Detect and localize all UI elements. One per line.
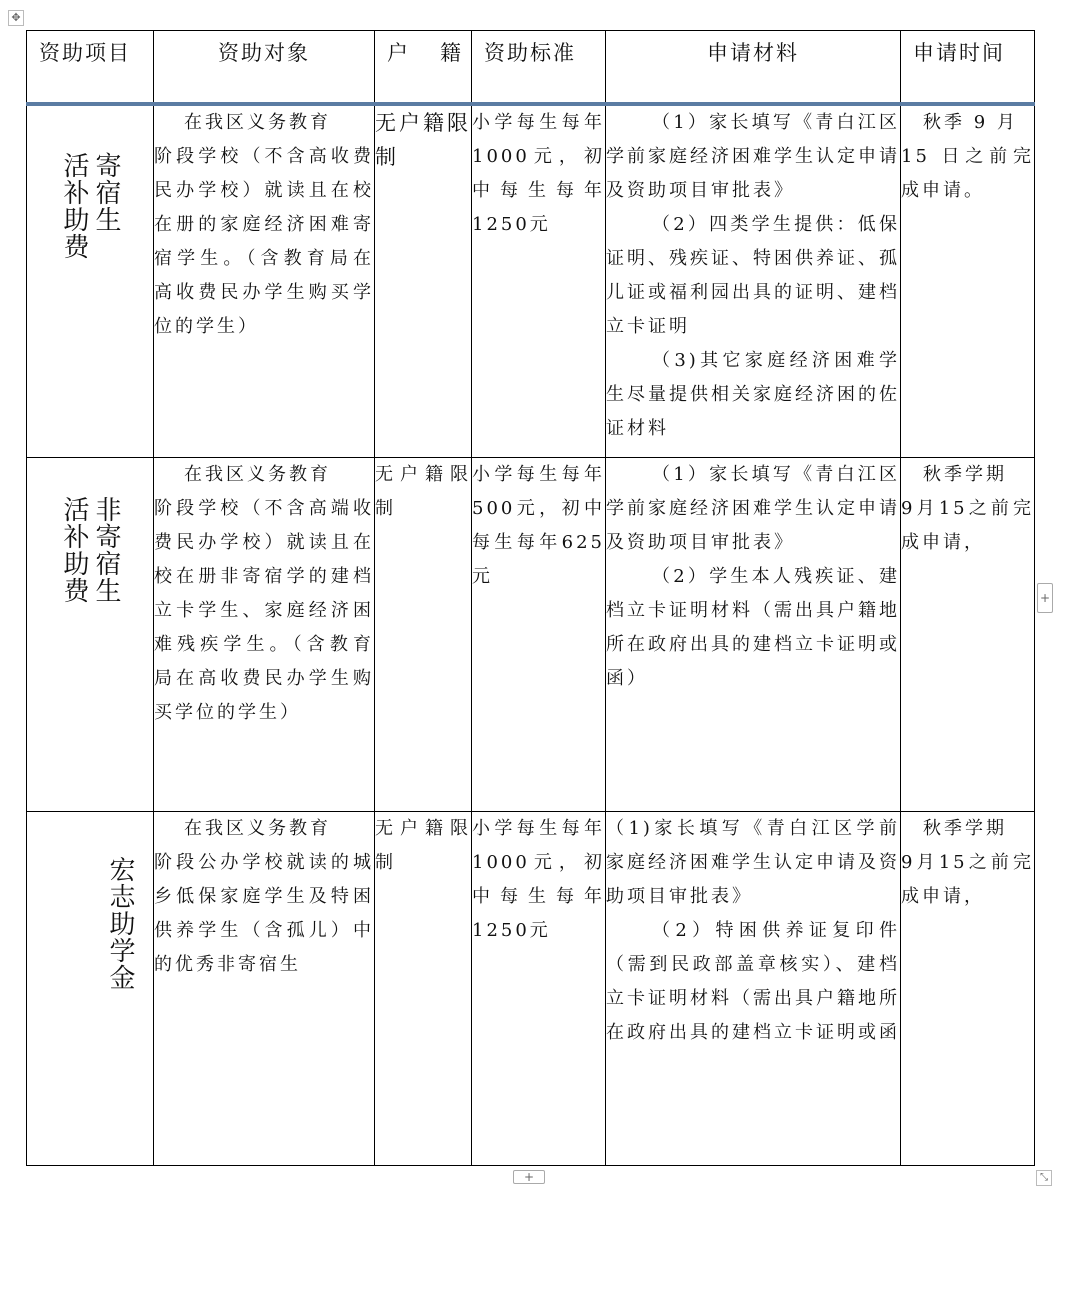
material-item: （2）特困供养证复印件（需到民政部盖章核实）、建档立卡证明材料（需出具户籍地所在政府出具的建档立卡证明或函	[606, 920, 900, 1043]
table-resize-icon[interactable]: ⤡	[1036, 1170, 1052, 1186]
cell-target[interactable]	[154, 812, 375, 1166]
header-materials[interactable]: 申请材料	[606, 31, 901, 104]
header-hukou-b: 籍	[440, 41, 463, 65]
cell-target[interactable]	[154, 104, 375, 458]
add-row-icon[interactable]: +	[513, 1170, 545, 1184]
material-item: （3)其它家庭经济困难学生尽量提供相关家庭经济困的佐证材料	[606, 349, 900, 439]
target-first: 在我区义务教育	[184, 111, 331, 133]
header-hukou[interactable]	[375, 31, 472, 104]
cell-time[interactable]	[901, 812, 1035, 1166]
material-item: （1）家长填写《青白江区学前家庭经济困难学生认定申请及资助项目审批表》	[606, 464, 900, 553]
material-item: （1）家长填写《青白江区学前家庭经济困难学生认定申请及资助项目审批表》	[606, 111, 900, 201]
table-row	[27, 812, 1035, 1166]
cell-standard[interactable]: 小学每生每年500元，初中每生每年625元	[472, 458, 606, 812]
time-first: 秋季学期	[923, 818, 1007, 839]
target-rest: 阶段学校（不含高收费民办学校）就读且在校在册的家庭经济困难寄宿学生。（含教育局在高收费民办学生购买学位的学生）	[154, 145, 374, 337]
cell-materials[interactable]	[606, 812, 901, 1166]
time-first: 秋季学期	[923, 464, 1007, 485]
item-line: 寄宿生	[91, 151, 121, 233]
header-time[interactable]: 申请时间	[901, 31, 1035, 104]
cell-item[interactable]	[27, 458, 154, 812]
time-rest: 15 日之前完成申请。	[901, 145, 1034, 201]
cell-item[interactable]	[27, 104, 154, 458]
cell-hukou[interactable]: 无户籍限制	[375, 104, 472, 458]
header-hukou-a: 户	[387, 41, 410, 65]
item-line: 宏志助学金	[105, 856, 135, 991]
table-row	[27, 104, 1035, 458]
cell-materials[interactable]	[606, 458, 901, 812]
time-first: 秋季 9 月	[923, 111, 1018, 133]
target-first: 在我区义务教育	[184, 818, 331, 839]
cell-materials[interactable]	[606, 104, 901, 458]
material-item: （2）四类学生提供：低保证明、残疾证、特困供养证、孤儿证或福利园出具的证明、建档立卡证明	[606, 213, 900, 337]
cell-time[interactable]	[901, 458, 1035, 812]
material-item: （2）学生本人残疾证、建档立卡证明材料（需出具户籍地所在政府出具的建档立卡证明或函）	[606, 566, 900, 689]
subsidy-table	[26, 30, 1035, 1166]
table-move-icon[interactable]: ✥	[8, 10, 24, 26]
header-row	[27, 31, 1035, 104]
header-item[interactable]: 资助项目	[27, 31, 154, 104]
cell-hukou[interactable]: 无户籍限制	[375, 458, 472, 812]
cell-time[interactable]	[901, 104, 1035, 458]
target-first: 在我区义务教育	[184, 464, 331, 485]
cell-target[interactable]	[154, 458, 375, 812]
target-rest: 阶段学校（不含高端收费民办学校）就读且在校在册非寄宿学的建档立卡学生、家庭经济困难残疾学生。（含教育局在高收费民办学生购买学位的学生）	[154, 498, 374, 723]
cell-standard[interactable]: 小学每生每年1000元，初中每生每年1250元	[472, 104, 606, 458]
cell-standard[interactable]: 小学每生每年1000元，初中每生每年1250元	[472, 812, 606, 1166]
item-line: 活补助费	[59, 496, 89, 604]
item-line: 非寄宿生	[91, 496, 121, 604]
target-rest: 阶段公办学校就读的城乡低保家庭学生及特困供养学生（含孤儿）中的优秀非寄宿生	[154, 852, 374, 975]
cell-item[interactable]	[27, 812, 154, 1166]
cell-hukou[interactable]: 无户籍限制	[375, 812, 472, 1166]
time-rest: 9月15之前完成申请，	[901, 498, 1034, 553]
header-target[interactable]: 资助对象	[154, 31, 375, 104]
table-row	[27, 458, 1035, 812]
material-item: （1)家长填写《青白江区学前家庭经济困难学生认定申请及资助项目审批表》	[606, 818, 900, 907]
time-rest: 9月15之前完成申请，	[901, 852, 1034, 907]
header-standard[interactable]: 资助标准	[472, 31, 606, 104]
item-line: 活补助费	[59, 151, 89, 260]
add-column-icon[interactable]: +	[1037, 583, 1053, 613]
